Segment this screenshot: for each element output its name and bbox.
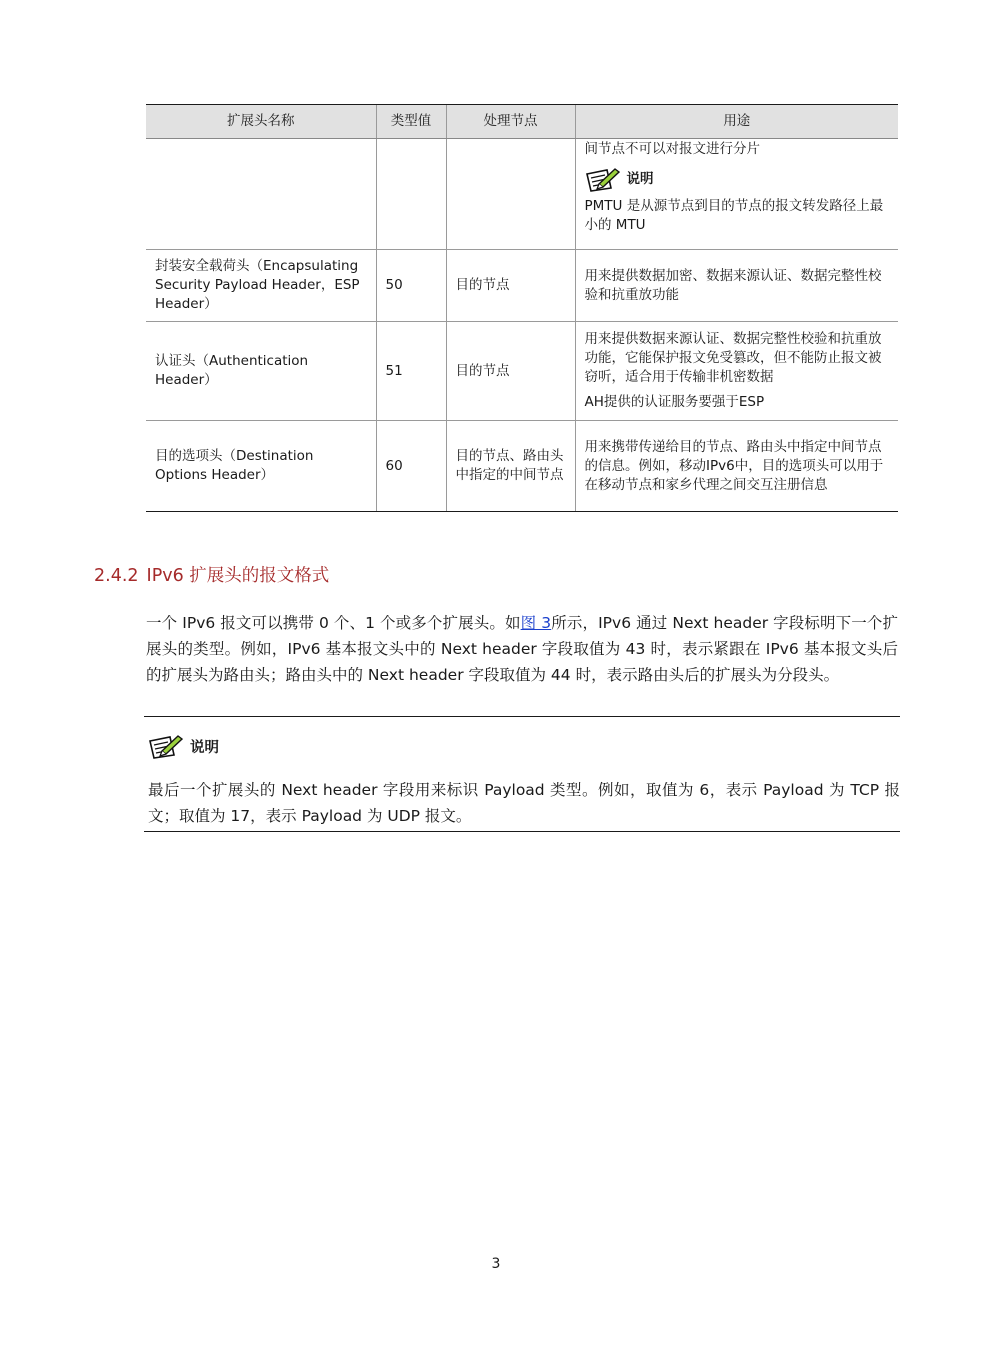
paragraph-text-before-link: 一个 IPv6 报文可以携带 0 个、1 个或多个扩展头。如 (146, 614, 521, 632)
note-pencil-icon (148, 733, 184, 759)
cell-node: 目的节点 (446, 250, 575, 322)
table-note-heading (585, 166, 890, 192)
purpose-text: 用来携带传递给目的节点、路由头中指定中间节点的信息。例如，移动IPv6中，目的选项头可以用于在移动节点和家乡代理之间交互注册信息 (584, 438, 884, 493)
section-title: IPv6 扩展头的报文格式 (146, 566, 330, 586)
cell-value: 51 (376, 322, 446, 421)
cell-purpose (575, 250, 898, 322)
cell-name: 封装安全载荷头（Encapsulating Security Payload Header，ESP Header） (146, 250, 376, 322)
table-note-text: PMTU 是从源节点到目的节点的报文转发路径上最小的 MTU (584, 198, 884, 233)
cell-value: 50 (376, 250, 446, 322)
cell-name: 认证头（Authentication Header） (146, 322, 376, 421)
header-node: 处理节点 (446, 105, 575, 139)
cell-node (446, 139, 575, 250)
body-paragraph (146, 610, 898, 688)
paragraph-text-after-link: 所示，IPv6 通过 Next header 字段标明下一个扩展头的类型。例如，IPv6 基本报文头中的 Next header 字段取值为 43 时，表示紧跟在 IPv6 基本报文头后的扩展头为路由头；路由头中的 Next header 字段取值为 44 时，表示路由头后的扩展头为分段头。 (146, 614, 898, 684)
cell-value (376, 139, 446, 250)
note-label: 说明 (190, 739, 219, 756)
table-header-row (146, 105, 898, 139)
header-name: 扩展头名称 (146, 105, 376, 139)
figure-link[interactable]: 图 3 (520, 614, 552, 632)
table-note-label: 说明 (626, 170, 654, 187)
cell-name (146, 139, 376, 250)
cell-value: 60 (376, 421, 446, 512)
section-heading (94, 562, 329, 587)
cell-node: 目的节点 (446, 322, 575, 421)
purpose-extra-text: AH提供的认证服务要强于ESP (584, 394, 765, 410)
page-number: 3 (491, 1256, 501, 1272)
header-value: 类型值 (376, 105, 446, 139)
cell-name: 目的选项头（Destination Options Header） (146, 421, 376, 512)
extension-header-table (146, 104, 898, 512)
cell-node: 目的节点、路由头中指定的中间节点 (446, 421, 575, 512)
purpose-text: 用来提供数据来源认证、数据完整性校验和抗重放功能，它能保护报文免受篡改，但不能防止报文被窃听，适合用于传输非机密数据 (584, 331, 882, 385)
note-heading (148, 733, 219, 759)
table-row (146, 139, 898, 250)
note-box (144, 716, 900, 832)
table-row (146, 421, 898, 512)
table-row (146, 250, 898, 322)
cell-purpose (575, 421, 898, 512)
cell-purpose (575, 139, 898, 250)
cell-purpose (575, 322, 898, 421)
purpose-text: 用来提供数据加密、数据来源认证、数据完整性校验和抗重放功能 (584, 267, 882, 303)
note-pencil-icon (585, 166, 621, 192)
note-text: 最后一个扩展头的 Next header 字段用来标识 Payload 类型。例如，取值为 6，表示 Payload 为 TCP 报文；取值为 17，表示 Payload 为 UDP 报文。 (148, 781, 900, 825)
section-number: 2.4.2 (94, 566, 139, 586)
table-row (146, 322, 898, 421)
purpose-text: 间节点不可以对报文进行分片 (584, 141, 760, 157)
header-purpose: 用途 (575, 105, 898, 139)
